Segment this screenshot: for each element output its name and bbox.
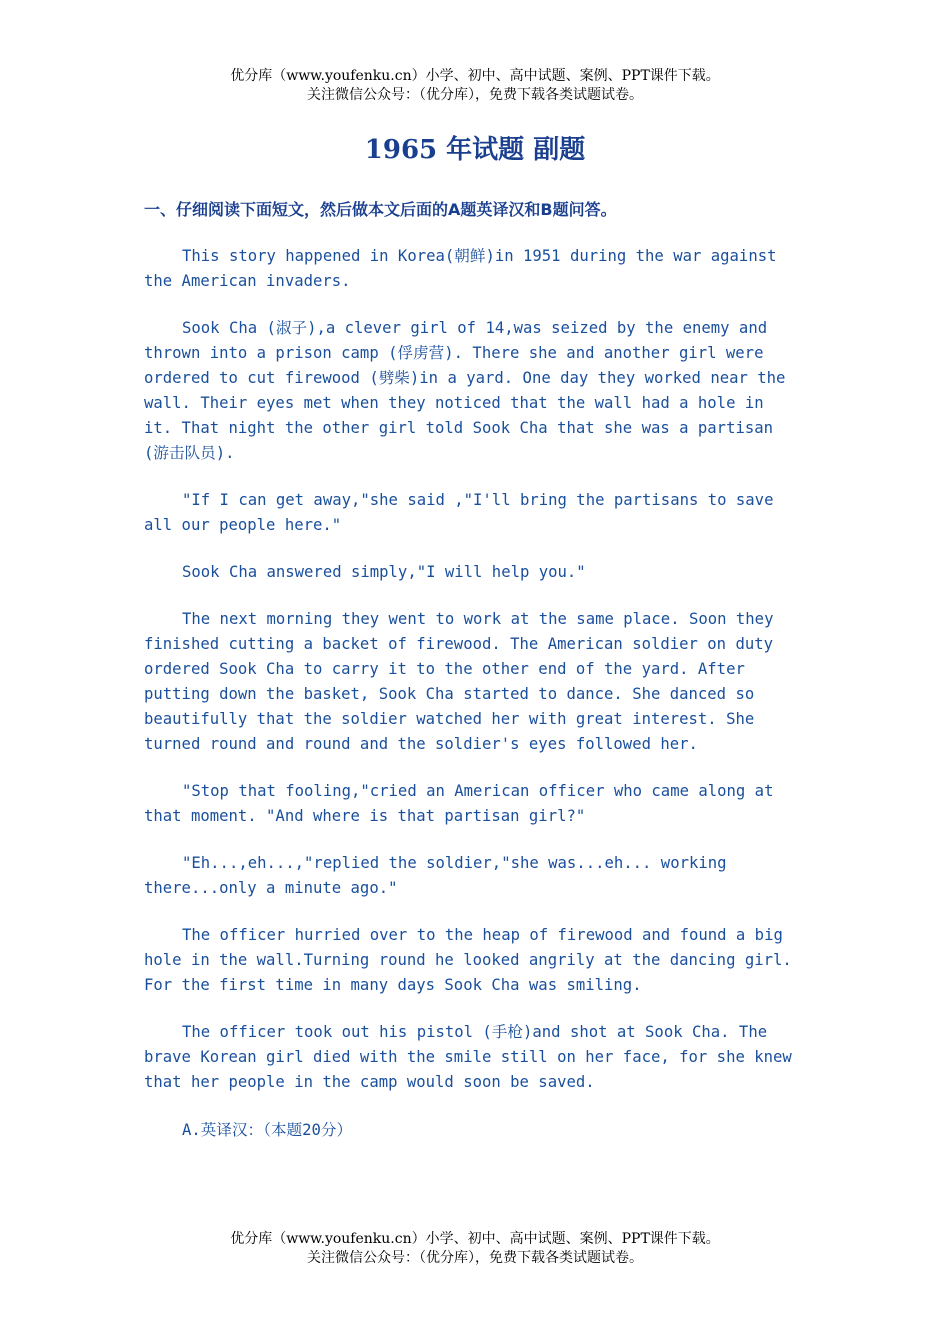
page-footer xyxy=(0,1230,950,1268)
paragraph-8: The officer hurried over to the heap of firewood and found a big hole in the wall.Turning round he looked angrily at the dancing girl. For the first time in many days Sook Cha was smiling. xyxy=(144,926,792,994)
page-header xyxy=(0,67,950,105)
header-line-1: 优分库（www.youfenku.cn）小学、初中、高中试题、案例、PPT课件下载。 xyxy=(230,68,720,84)
passage xyxy=(144,244,824,1117)
footer-line-2: 关注微信公众号：（优分库），免费下载各类试题试卷。 xyxy=(307,1250,643,1266)
task-a-label: A.英译汉：（本题20分） xyxy=(182,1121,353,1139)
header-line-2: 关注微信公众号：（优分库），免费下载各类试题试卷。 xyxy=(307,87,643,103)
paragraph-4: Sook Cha answered simply,"I will help you." xyxy=(182,563,586,581)
paragraph-9: The officer took out his pistol (手枪)and shot at Sook Cha. The brave Korean girl died with the smile still on her face, for she knew that her people in the camp would soon be saved. xyxy=(144,1023,792,1091)
paragraph-5: The next morning they went to work at the same place. Soon they finished cutting a backet of firewood. The American soldier on duty ordered Sook Cha to carry it to the other end of the yard. After putting down the basket, Sook Cha started to dance. She danced so beautifully that the soldier watched her with great interest. She turned round and round and the soldier's eyes followed her. xyxy=(144,610,774,753)
paragraph-1: This story happened in Korea(朝鲜)in 1951 during the war against the American invaders. xyxy=(144,247,777,290)
paragraph-2: Sook Cha (淑子),a clever girl of 14,was seized by the enemy and thrown into a prison camp (俘虏营). There she and another girl were ordered to cut firewood (劈柴)in a yard. One day they worked near the wall. Their eyes met when they noticed that the wall had a hole in it. That night the other girl told Sook Cha that she was a partisan (游击队员). xyxy=(144,319,786,462)
paragraph-7: "Eh...,eh...,"replied the soldier,"she was...eh... working there...only a minute ago." xyxy=(144,854,727,897)
footer-line-1: 优分库（www.youfenku.cn）小学、初中、高中试题、案例、PPT课件下载。 xyxy=(230,1231,720,1247)
section-heading: 一、仔细阅读下面短文，然后做本文后面的A题英译汉和B题问答。 xyxy=(144,200,617,219)
paragraph-3: "If I can get away,"she said ,"I'll bring the partisans to save all our people here." xyxy=(144,491,774,534)
page-title: 1965 年试题 副题 xyxy=(364,135,586,165)
paragraph-6: "Stop that fooling,"cried an American officer who came along at that moment. "And where is that partisan girl?" xyxy=(144,782,774,825)
